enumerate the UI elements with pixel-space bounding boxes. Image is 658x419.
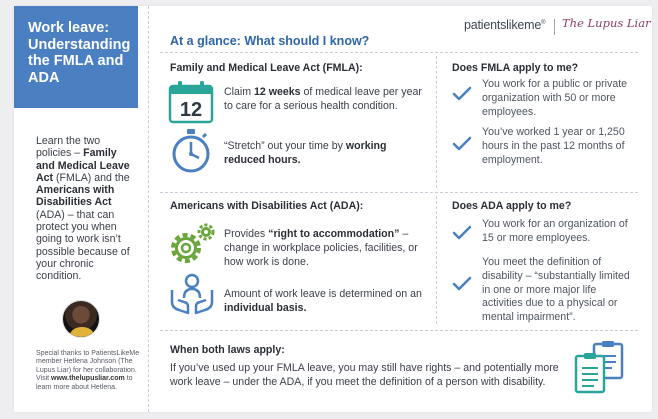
glance-heading: At a glance: What should I know? xyxy=(170,34,370,48)
ada-item-accommodation: Provides “right to accommodation” – change in workplace policies, facilities, or how work is done. xyxy=(224,228,418,268)
bottom-divider xyxy=(160,330,638,331)
fmla-item-weeks: Claim 12 weeks of medical leave per year to care for a serious health condition. xyxy=(224,86,422,112)
both-text: If you’ve used up your FMLA leave, you may still have rights – and potentially more work leave – under the ADA, if you meet the definition of a person with disability. xyxy=(170,362,559,388)
intro-text: Learn the two policies – Family and Medical Leave Act (FMLA) and the Americans with Disabilities Act (ADA) – that can protect you when going to work isn’t possible because of your chronic condition. xyxy=(36,135,130,283)
checkmark-icon xyxy=(452,225,472,241)
clipboards-icon xyxy=(572,340,628,396)
person-hands-icon xyxy=(170,272,214,316)
page-title: Work leave: Understanding the FMLA and ADA xyxy=(28,20,131,86)
checkmark-icon xyxy=(452,86,472,102)
fmla-divider xyxy=(436,56,437,188)
fmla-item-reduced-hours: “Stretch” out your time by working reduced hours. xyxy=(224,140,387,166)
checkmark-icon xyxy=(452,136,472,152)
calendar-number: 12 xyxy=(179,99,203,121)
fmla-title: Family and Medical Leave Act (FMLA): xyxy=(170,62,363,74)
ada-item-individual: Amount of work leave is determined on an individual basis. xyxy=(224,288,422,314)
stopwatch-icon xyxy=(170,128,212,174)
column-divider xyxy=(148,6,149,412)
ada-check-1: You work for an organization of 15 or more employees. xyxy=(482,218,628,244)
gears-icon xyxy=(168,222,216,266)
header-divider xyxy=(160,52,638,53)
calendar-icon xyxy=(168,80,214,124)
checkmark-icon xyxy=(452,276,472,292)
section-divider xyxy=(160,192,638,193)
ada-apply-title: Does ADA apply to me? xyxy=(452,200,572,212)
lupus-liar-logo: The Lupus Liar xyxy=(562,16,651,30)
title-box xyxy=(14,6,138,108)
ada-divider xyxy=(436,196,437,324)
fmla-check-2: You’ve worked 1 year or 1,250 hours in the past 12 months of employment. xyxy=(482,126,625,166)
fmla-check-1: You work for a public or private organization with 50 or more employees. xyxy=(482,78,628,118)
ada-check-2: You meet the definition of disability – “substantially limited in one or more major life activities due to a physical or mental impairment”. xyxy=(482,256,630,324)
both-title: When both laws apply: xyxy=(170,344,285,356)
avatar xyxy=(62,300,100,338)
logo-separator xyxy=(554,19,555,35)
fmla-apply-title: Does FMLA apply to me? xyxy=(452,62,579,74)
patientslikeme-logo: patientslikeme® xyxy=(464,18,546,32)
ada-title: Americans with Disabilities Act (ADA): xyxy=(170,200,364,212)
thanks-text: Special thanks to PatientsLikeMe member Hetlena Johnson (The Lupus Liar) for her collaboration. Visit www.thelupusliar.com to learn more about Hetlena. xyxy=(36,350,140,391)
website-link[interactable]: www.thelupusliar.com xyxy=(51,375,125,383)
